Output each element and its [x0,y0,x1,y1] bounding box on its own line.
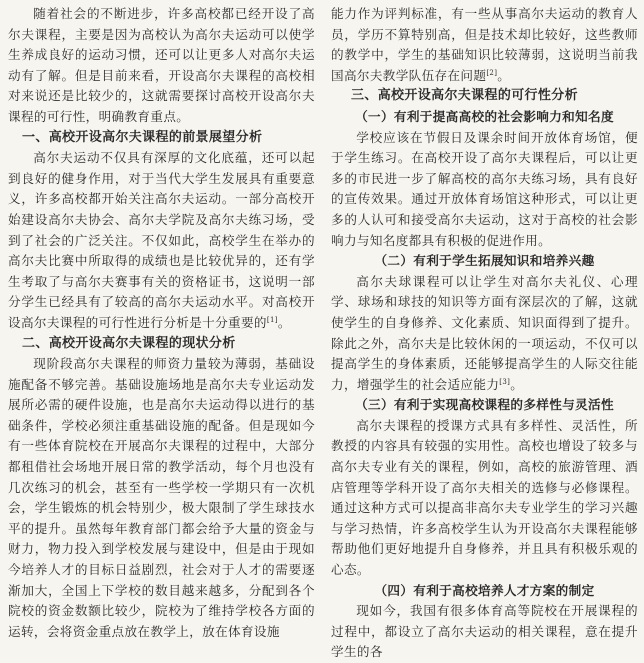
subsection4-paragraph: 现如今，我国有很多体育高等院校在开展课程的过程中，都设立了高尔夫运动的相关课程，意在提升学生的各 [331,603,638,660]
subsection3-paragraph: 高尔夫课程的授课方式具有多样性、灵活性，所教授的内容具有较强的实用性。高校也增设了较多与高尔夫专业有关的课程，例如，高校的旅游管理、酒店管理等学科开设了高尔夫相关的选修与必修课程。通过这种方式可以提高非高尔夫专业学生的学习兴趣与学习热情，许多高校学生认为开设高尔夫课程能够帮助他们更好地提升自身修养，并且具有积极乐观的心态。 [331,417,638,578]
continued-paragraph [331,4,638,86]
subsection2-end: 。 [510,376,524,392]
intro-paragraph: 随着社会的不断进步，许多高校都已经开设了高尔夫课程，主要是因为高校认为高尔夫运动可以使学生养成良好的运动习惯，还可以让更多人对高尔夫运动有了解。但是目前来看，开设高尔夫课程的高校相对来说还是比较少的，这就需要探讨高校开设高尔夫课程的可行性，明确教育重点。 [8,6,315,124]
subsection1-heading: （一）有利于提高高校的社会影响力和知名度 [355,108,614,124]
continued-end: 。 [497,67,511,83]
right-column [331,4,638,660]
section2-paragraph: 现阶段高尔夫课程的师资力量较为薄弱，基础设施配备不够完善。基础设施场地是高尔夫专业运动发展所必需的硬件设施，也是高尔夫运动得以进行的基础条件，学校必须注重基础设施的配备。但是现如今有一些体育院校在开展高尔夫课程的过程中，大部分都租借社会场地开展日常的教学活动，每个月也没有几次练习的机会，甚至有一些学校一学期只有一次机会，学生锻炼的机会特别少，极大限制了学生球技水平的提升。虽然每年教育部门都会给予大量的资金与财力，物力投入到学校发展与建设中，但是由于现如今培养人才的目标日益剧烈，社会对于人才的需要逐渐加大，全国上下学校的数目越来越多，分配到各个院校的资金数额比较少，院校为了维持学校各方面的运转，会将资金重点放在教学上，放在体育设施 [8,356,315,639]
section2-heading: 二、高校开设高尔夫课程的现状分析 [22,335,236,351]
citation-1: [1] [266,315,278,324]
section1-heading: 一、高校开设高尔夫课程的前景展望分析 [22,129,263,145]
section1-text: 高尔夫运动不仅具有深厚的文化底蕴，还可以起到良好的健身作用，对于当代大学生发展具有重要意义，许多高校都开始关注高尔夫运动。一部分高校开始建设高尔夫协会、高尔夫学院及高尔夫练习场，受到了社会的广泛关注。不仅如此，高校学生在举办的高尔夫比赛中所取得的成绩也是比较优异的，还有学生考取了与高尔夫赛事有关的资格证书，这说明一部分学生已经具有了较高的高尔夫运动水平。对高校开设高尔夫课程的可行性进行分析是十分重要的 [8,150,315,330]
continued-text: 能力作为评判标准，有一些从事高尔夫运动的教育人员，学历不算特别高，但是技术却比较好，这些教师的教学中，学生的基础知识比较薄弱，这说明当前我国高尔夫教学队伍存在问题 [331,6,638,83]
citation-2: [2] [486,68,498,77]
subsection4-heading: （四）有利于高校培养人才方案的制定 [374,582,595,598]
subsection2-text: 高尔夫球课程可以让学生对高尔夫礼仪、心理学、球场和球技的知识等方面有深层次的了解，这就使学生的自身修养、文化素质、知识面得到了提升。除此之外，高尔夫是比较休闲的一项运动，不仅可以提高学生的身体素质，还能够提高学生的人际交往能力，增强学生的社会适应能力 [331,273,638,392]
section3-heading: 三、高校开设高尔夫课程的可行性分析 [351,88,578,104]
section1-paragraph [8,148,315,333]
subsection2-paragraph [331,272,638,396]
subsection1-paragraph: 学校应该在节假日及课余时间开放体育场馆，便于学生练习。在高校开设了高尔夫课程后，可以让更多的市民进一步了解高校的高尔夫练习场，具有良好的宣传效果。通过开放体育场馆这种形式，可以让更多的人认可和接受高尔夫运动，这对于高校的社会影响力与知名度都具有积极的促进作用。 [331,129,638,248]
subsection2-heading: （二）有利于学生拓展知识和培养兴趣 [374,253,595,269]
subsection3-heading: （三）有利于实现高校课程的多样性与灵活性 [355,397,614,413]
section1-end: 。 [277,314,291,330]
left-column [8,4,315,639]
citation-3: [3] [499,377,511,386]
